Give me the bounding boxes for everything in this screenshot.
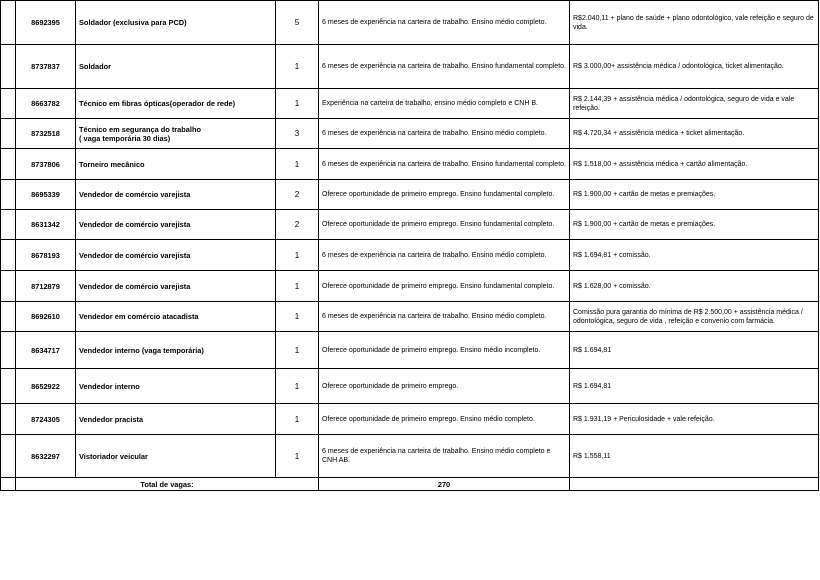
vacancy-requirements: 6 meses de experiência na carteira de trabalho. Ensino médio completo e CNH AB. [319, 435, 570, 478]
vacancy-code: 8652922 [16, 369, 76, 404]
margin-cell [1, 119, 16, 149]
vacancy-benefits: R$ 3.000,00+ assistência médica / odontológica, ticket alimentação. [570, 45, 819, 89]
vacancy-quantity: 1 [276, 369, 319, 404]
vacancy-title: Vendedor de comércio varejista [76, 210, 276, 240]
vacancy-requirements: Oferece oportunidade de primeiro emprego. Ensino fundamental completo. [319, 210, 570, 240]
vacancy-quantity: 1 [276, 332, 319, 369]
vacancy-quantity: 1 [276, 435, 319, 478]
vacancy-title: Torneiro mecânico [76, 149, 276, 180]
margin-cell [1, 1, 16, 45]
vacancy-requirements: 6 meses de experiência na carteira de trabalho. Ensino fundamental completo. [319, 45, 570, 89]
vacancy-requirements: Oferece oportunidade de primeiro emprego. Ensino médio completo. [319, 404, 570, 435]
vacancy-benefits: R$ 1.694,81 [570, 332, 819, 369]
vacancy-benefits: R$ 1.931,19 + Periculosidade + vale refeição. [570, 404, 819, 435]
table-row [1, 435, 819, 478]
table-row [1, 210, 819, 240]
vacancy-quantity: 1 [276, 271, 319, 302]
table-row [1, 119, 819, 149]
vacancy-code: 8632297 [16, 435, 76, 478]
table-row [1, 302, 819, 332]
vacancy-benefits: R$ 1.694,81 [570, 369, 819, 404]
vacancy-quantity: 2 [276, 210, 319, 240]
vacancy-quantity: 1 [276, 45, 319, 89]
vacancy-quantity: 1 [276, 404, 319, 435]
table-body [1, 1, 819, 491]
total-row [1, 478, 819, 491]
vacancy-requirements: Oferece oportunidade de primeiro emprego. [319, 369, 570, 404]
table-row [1, 1, 819, 45]
vacancy-quantity: 2 [276, 180, 319, 210]
vacancy-title: Vistoriador veicular [76, 435, 276, 478]
vacancy-title: Técnico em fibras ópticas(operador de rede) [76, 89, 276, 119]
vacancy-title: Vendedor em comércio atacadista [76, 302, 276, 332]
vacancy-requirements: 6 meses de experiência na carteira de trabalho. Ensino médio completo. [319, 1, 570, 45]
margin-cell [1, 210, 16, 240]
vacancy-title: Vendedor pracista [76, 404, 276, 435]
margin-cell [1, 240, 16, 271]
margin-cell [1, 404, 16, 435]
vacancy-quantity: 3 [276, 119, 319, 149]
vacancy-title: Vendedor de comércio varejista [76, 180, 276, 210]
total-label: Total de vagas: [16, 478, 319, 491]
vacancy-benefits: R$ 1.518,00 + assistência médica + cartão alimentação. [570, 149, 819, 180]
margin-cell [1, 369, 16, 404]
vacancy-quantity: 5 [276, 1, 319, 45]
margin-cell [1, 271, 16, 302]
table-row [1, 369, 819, 404]
vacancy-benefits: R$2.040,11 + plano de saúde + plano odontológico, vale refeição e seguro de vida. [570, 1, 819, 45]
margin-cell [1, 478, 16, 491]
vacancy-benefits: R$ 1.558,11 [570, 435, 819, 478]
margin-cell [1, 45, 16, 89]
table-row [1, 271, 819, 302]
vacancy-benefits: R$ 1.694,81 + comissão. [570, 240, 819, 271]
vacancy-title: Vendedor de comércio varejista [76, 271, 276, 302]
vacancy-requirements: 6 meses de experiência na carteira de trabalho. Ensino médio completo. [319, 302, 570, 332]
vacancy-code: 8692395 [16, 1, 76, 45]
total-value: 270 [319, 478, 570, 491]
vacancy-title: Vendedor interno (vaga temporária) [76, 332, 276, 369]
vacancy-quantity: 1 [276, 149, 319, 180]
vacancy-code: 8678193 [16, 240, 76, 271]
vacancy-code: 8663782 [16, 89, 76, 119]
table-row [1, 89, 819, 119]
vacancy-requirements: 6 meses de experiência na carteira de trabalho. Ensino fundamental completo. [319, 149, 570, 180]
vacancy-requirements: Experiência na carteira de trabalho, ensino médio completo e CNH B. [319, 89, 570, 119]
margin-cell [1, 180, 16, 210]
vacancy-code: 8695339 [16, 180, 76, 210]
vacancy-code: 8737806 [16, 149, 76, 180]
table-row [1, 404, 819, 435]
vacancy-title: Técnico em segurança do trabalho ( vaga temporária 30 dias) [76, 119, 276, 149]
vacancy-benefits: R$ 2.144,39 + assistência médica / odontológica, seguro de vida e vale refeição. [570, 89, 819, 119]
table-row [1, 180, 819, 210]
vacancy-code: 8712879 [16, 271, 76, 302]
table-row [1, 240, 819, 271]
vacancy-quantity: 1 [276, 240, 319, 271]
table-row [1, 332, 819, 369]
vacancy-quantity: 1 [276, 302, 319, 332]
vacancy-benefits: R$ 4.720,34 + assistência médica + ticket alimentação. [570, 119, 819, 149]
vacancy-code: 8737837 [16, 45, 76, 89]
vacancy-code: 8692610 [16, 302, 76, 332]
margin-cell [1, 149, 16, 180]
margin-cell [1, 332, 16, 369]
vacancy-requirements: Oferece oportunidade de primeiro emprego. Ensino médio incompleto. [319, 332, 570, 369]
vacancy-title: Vendedor de comércio varejista [76, 240, 276, 271]
vacancy-code: 8634717 [16, 332, 76, 369]
vacancy-benefits: R$ 1.900,00 + cartão de metas e premiações. [570, 180, 819, 210]
vacancy-benefits: Comissão pura garantia do mínima de R$ 2.500,00 + assistência médica / odontológica, seguro de vida , refeição e convenio com farmácia. [570, 302, 819, 332]
vacancy-quantity: 1 [276, 89, 319, 119]
vacancy-code: 8631342 [16, 210, 76, 240]
table-row [1, 149, 819, 180]
vacancy-requirements: Oferece oportunidade de primeiro emprego. Ensino fundamental completo. [319, 271, 570, 302]
margin-cell [1, 302, 16, 332]
vacancy-code: 8724305 [16, 404, 76, 435]
vacancy-requirements: 6 meses de experiência na carteira de trabalho. Ensino médio completo. [319, 240, 570, 271]
vacancy-title: Soldador [76, 45, 276, 89]
empty-cell [570, 478, 819, 491]
vacancy-code: 8732518 [16, 119, 76, 149]
vacancy-title: Soldador (exclusiva para PCD) [76, 1, 276, 45]
vacancy-benefits: R$ 1.628,00 + comissão. [570, 271, 819, 302]
vacancy-benefits: R$ 1.900,00 + cartão de metas e premiações. [570, 210, 819, 240]
table-row [1, 45, 819, 89]
vacancy-requirements: Oferece oportunidade de primeiro emprego. Ensino fundamental completo. [319, 180, 570, 210]
vacancy-requirements: 6 meses de experiência na carteira de trabalho. Ensino médio completo. [319, 119, 570, 149]
margin-cell [1, 435, 16, 478]
vacancy-title: Vendedor interno [76, 369, 276, 404]
margin-cell [1, 89, 16, 119]
